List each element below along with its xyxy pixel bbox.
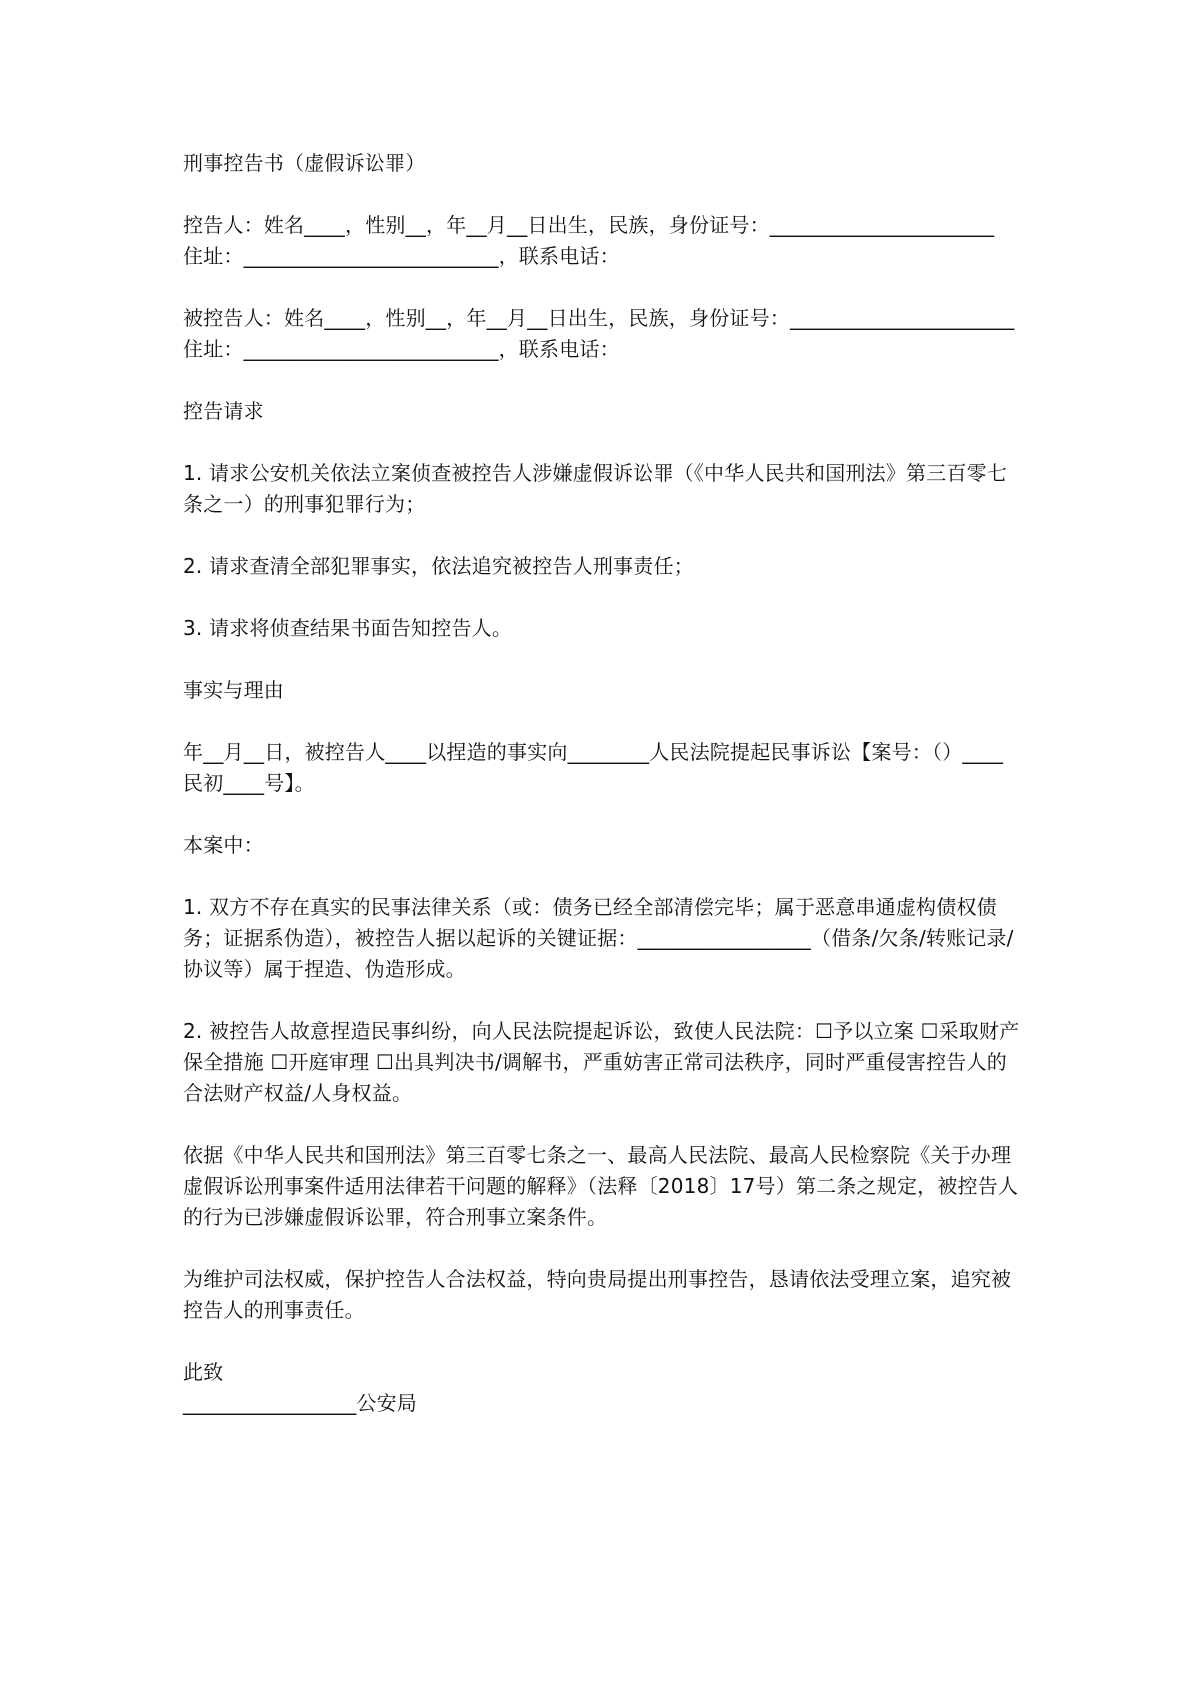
document-title: 刑事控告书（虚假诉讼罪）	[183, 151, 426, 175]
request-item-3: 3. 请求将侦查结果书面告知控告人。	[183, 616, 513, 640]
recipient: _________________公安局	[183, 1391, 417, 1415]
closing-statement: 为维护司法权威，保护控告人合法权益，特向贵局提出刑事控告，恳请依法受理立案，追究被控告人的刑事责任。	[183, 1267, 1012, 1322]
complainant-info: 控告人：姓名____，性别__，年__月__日出生，民族，身份证号：______________________	[183, 213, 995, 237]
case-point-2: 2. 被控告人故意捏造民事纠纷，向人民法院提起诉讼，致使人民法院：☐予以立案 ☐采取财产保全措施 ☐开庭审理 ☐出具判决书/调解书，严重妨害正常司法秩序，同时严重侵害控告人的合法财产权益/人身权益。	[183, 1019, 1020, 1105]
case-heading: 本案中：	[183, 833, 264, 857]
facts-intro: 年__月__日，被控告人____以捏造的事实向________人民法院提起民事诉讼【案号：（）____民初____号】。	[183, 740, 1004, 795]
request-heading: 控告请求	[183, 399, 264, 423]
complainant-address: 住址：_________________________，联系电话：	[183, 244, 620, 268]
request-item-1: 1. 请求公安机关依法立案侦查被控告人涉嫌虚假诉讼罪（《中华人民共和国刑法》第三百零七条之一）的刑事犯罪行为；	[183, 461, 1008, 516]
legal-basis: 依据《中华人民共和国刑法》第三百零七条之一、最高人民法院、最高人民检察院《关于办理虚假诉讼刑事案件适用法律若干问题的解释》（法释〔2018〕17号）第二条之规定，被控告人的行为已涉嫌虚假诉讼罪，符合刑事立案条件。	[183, 1143, 1019, 1229]
document-page	[183, 148, 1023, 1419]
request-item-2: 2. 请求查清全部犯罪事实，依法追究被控告人刑事责任；	[183, 554, 694, 578]
salutation: 此致	[183, 1360, 224, 1384]
facts-heading: 事实与理由	[183, 678, 284, 702]
accused-address: 住址：_________________________，联系电话：	[183, 337, 620, 361]
case-point-1: 1. 双方不存在真实的民事法律关系（或：债务已经全部清偿完毕；属于恶意串通虚构债权债务；证据系伪造），被控告人据以起诉的关键证据：_________________（借条/欠条/转账记录/协议等）属于捏造、伪造形成。	[183, 895, 1014, 981]
accused-info: 被控告人：姓名____，性别__，年__月__日出生，民族，身份证号：______________________	[183, 306, 1015, 330]
